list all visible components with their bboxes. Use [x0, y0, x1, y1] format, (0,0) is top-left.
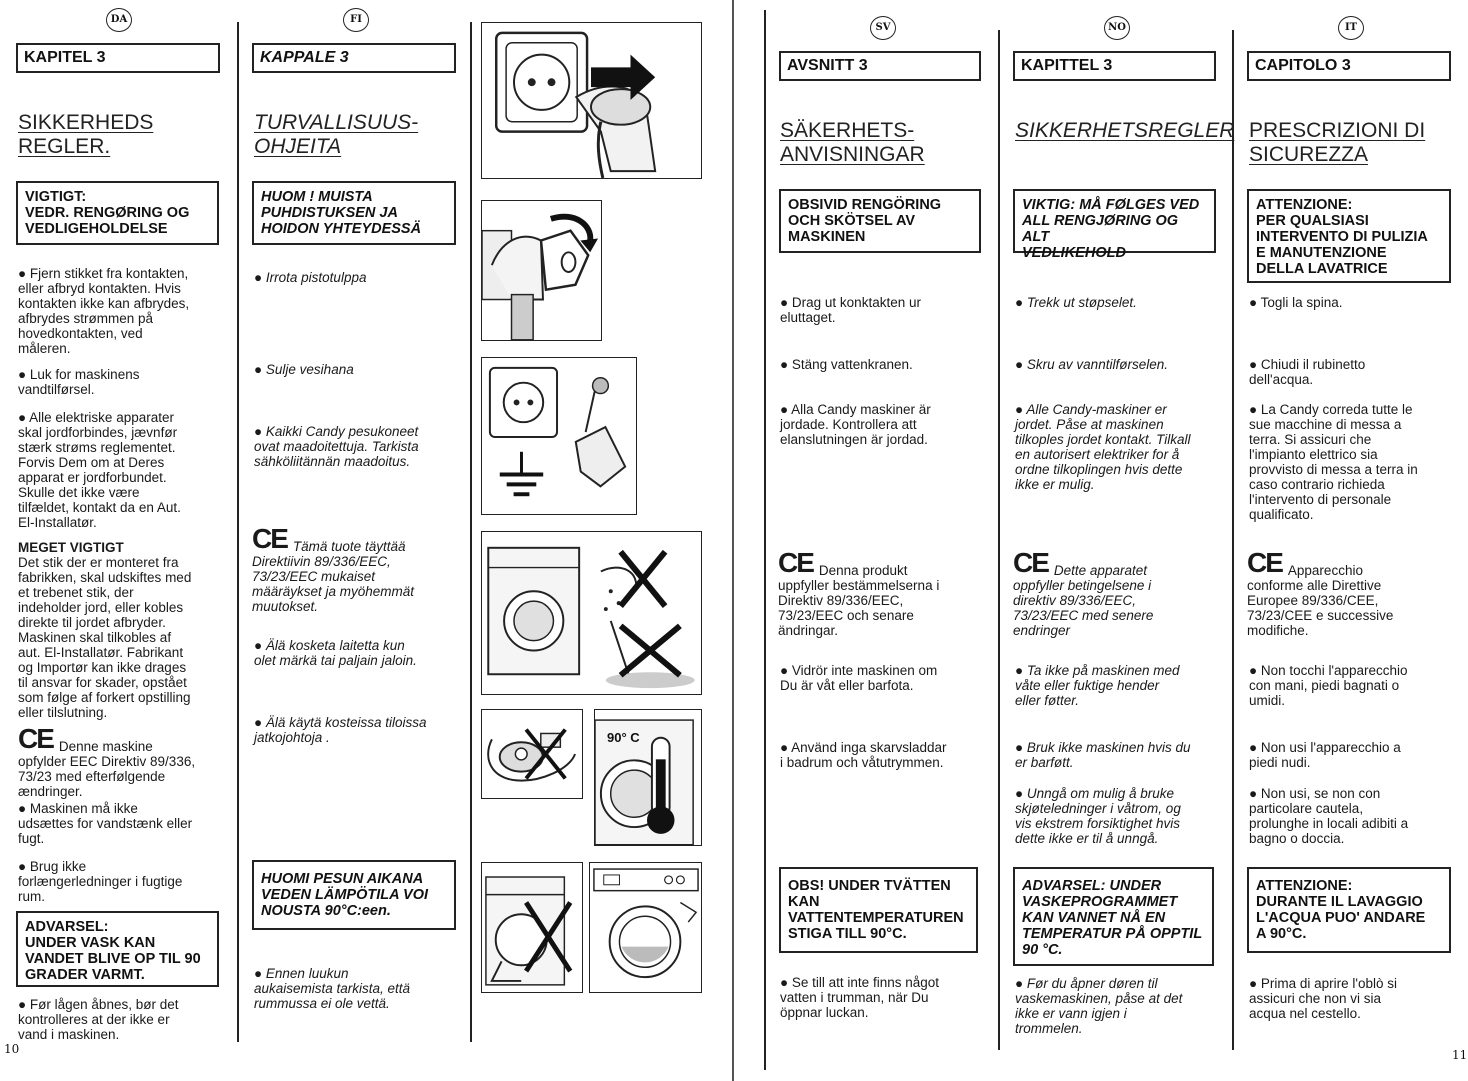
paragraph: ● Ta ikke på maskinen med våte eller fuktige hender eller føtter. — [1015, 663, 1180, 708]
hot-water-thermometer-icon — [594, 709, 702, 846]
chapter-heading: KAPITTEL 3 — [1013, 51, 1216, 81]
paragraph: ● Irrota pistotulppa — [254, 270, 367, 285]
no-extension-cord-icon — [481, 709, 583, 799]
temperature-label: 90° C — [607, 730, 640, 745]
unplug-icon — [481, 22, 702, 179]
page-number-left: 10 — [4, 1042, 20, 1056]
warning-box: ADVARSEL: UNDER VASKEPROGRAMMET KAN VANNET NÅ EN TEMPERATUR PÅ OPPTIL 90 °C. — [1013, 867, 1214, 966]
column-divider — [1232, 30, 1234, 1050]
water-tap-icon — [481, 200, 602, 341]
paragraph: ● Non usi l'apparecchio a piedi nudi. — [1249, 740, 1401, 770]
language-badge-fi: FI — [343, 8, 369, 32]
paragraph: ● Fjern stikket fra kontakten, eller afbryd kontakten. Hvis kontakten ikke kan afbrydes, afbrydes strømmen på hovedkontakten, ved måleren. — [18, 266, 190, 356]
paragraph: ● Non usi, se non con particolare cautela, prolunghe in locali adibiti a bagno o doccia. — [1249, 786, 1409, 846]
ce-text: Denne maskine opfylder EEC Direktiv 89/336, 73/23 med efterfølgende ændringer. — [18, 739, 196, 799]
paragraph: ● Kaikki Candy pesukoneet ovat maadoitettuja. Tarkista sähköliitännän maadoitus. — [254, 424, 419, 469]
paragraph: ● Alle Candy-maskiner er jordet. Påse at maskinen tilkoples jordet kontakt. Tilkall en autorisert elektriker for å ordne tilkoplingen hvis dette ikke er mulig. — [1015, 402, 1191, 492]
water-in-drum-icon — [589, 862, 702, 993]
ce-mark: CE — [1013, 547, 1048, 578]
column-divider — [237, 22, 239, 1042]
warning-box: OBS! UNDER TVÄTTEN KAN VATTENTEMPERATUREN STIGA TILL 90°C. — [779, 867, 978, 953]
ce-mark: CE — [252, 523, 287, 554]
ce-statement — [778, 540, 940, 638]
paragraph: ● Trekk ut støpselet. — [1015, 295, 1137, 310]
warning-box: ATTENZIONE: DURANTE IL LAVAGGIO L'ACQUA PUO' ANDARE A 90°C. — [1247, 867, 1451, 953]
paragraph: Det stik der er monteret fra fabrikken, skal udskiftes med et trebenet stik, der indeholder jord, eller kobles direkte til jordet afbryder. Maskinen skal tilkobles af aut. El-Installatør. Fabrikant og Importør kan ikke drages til ansvar for skader, opstået som følge af forkert opstilling eller tilslutning. — [18, 555, 192, 720]
paragraph: ● Chiudi il rubinetto dell'acqua. — [1249, 357, 1366, 387]
no-wet-hands-barefoot-icon — [481, 531, 702, 695]
ce-statement — [1013, 540, 1154, 638]
section-title: SIKKERHETSREGLER — [1015, 119, 1235, 142]
paragraph: ● Non tocchi l'apparecchio con mani, piedi bagnati o umidi. — [1249, 663, 1408, 708]
language-badge-sv: SV — [870, 16, 896, 40]
section-title: SÄKERHETS- ANVISNINGAR — [780, 119, 925, 166]
language-badge-it: IT — [1338, 16, 1364, 40]
notice-box: VIKTIG: MÅ FØLGES VED ALL RENGJØRING OG ALT VEDLIKEHOLD — [1013, 189, 1216, 253]
notice-box: OBSIVID RENGÖRING OCH SKÖTSEL AV MASKINEN — [779, 189, 981, 253]
language-badge-da: DA — [106, 8, 132, 32]
warning-heading: MEGET VIGTIGT — [18, 540, 124, 555]
paragraph: ● Skru av vanntilførselen. — [1015, 357, 1168, 372]
ce-mark: CE — [18, 723, 53, 754]
paragraph: ● Sulje vesihana — [254, 362, 354, 377]
paragraph: ● Brug ikke forlængerledninger i fugtige rum. — [18, 859, 183, 904]
language-badge-no: NO — [1104, 16, 1130, 40]
paragraph: ● Stäng vattenkranen. — [780, 357, 913, 372]
column-divider — [470, 22, 472, 1042]
ce-statement — [252, 516, 415, 614]
section-title: SIKKERHEDS REGLER. — [18, 111, 154, 158]
paragraph: ● Luk for maskinens vandtilførsel. — [18, 367, 140, 397]
paragraph: ● Togli la spina. — [1249, 295, 1343, 310]
notice-box: VIGTIGT: VEDR. RENGØRING OG VEDLIGEHOLDELSE — [16, 181, 219, 245]
chapter-heading: AVSNITT 3 — [779, 51, 981, 81]
no-open-door-icon — [481, 862, 583, 993]
page-number-right: 11 — [1452, 1048, 1468, 1062]
notice-box: HUOM ! MUISTA PUHDISTUKSEN JA HOIDON YHTEYDESSÄ — [252, 181, 456, 245]
ground-symbol-icon — [481, 357, 637, 515]
warning-box: HUOMI PESUN AIKANA VEDEN LÄMPÖTILA VOI NOUSTA 90°C:een. — [252, 860, 456, 930]
paragraph: ● Ennen luukun aukaisemista tarkista, että rummussa ei ole vettä. — [254, 966, 411, 1011]
section-title: TURVALLISUUS- OHJEITA — [254, 111, 419, 158]
ce-text: Apparecchio conforme alle Direttive Europee 89/336/CEE, 73/23/CEE e successive modifiche. — [1247, 563, 1394, 638]
paragraph: ● Älä kosketa laitetta kun olet märkä tai paljain jaloin. — [254, 638, 417, 668]
ce-mark: CE — [1247, 547, 1282, 578]
paragraph: ● Maskinen må ikke udsættes for vandstænk eller fugt. — [18, 801, 193, 846]
paragraph: ● La Candy correda tutte le sue macchine di messa a terra. Si assicuri che l'impianto elettrico sia provvisto di messa a terra in caso contrario richieda l'intervento di personale qualificato. — [1249, 402, 1418, 522]
paragraph: ● Se till att inte finns något vatten i trumman, när Du öppnar luckan. — [780, 975, 939, 1020]
paragraph: ● Før du åpner døren til vaskemaskinen, påse at det ikke er vann igjen i trommelen. — [1015, 976, 1183, 1036]
ce-statement — [18, 716, 196, 799]
ce-text: Tämä tuote täyttää Direktiivin 89/336/EEC, 73/23/EEC mukaiset määräykset ja myöhemmät muutokset. — [252, 539, 415, 614]
paragraph: ● Unngå om mulig å bruke skjøteledninger i våtrom, og vis ekstrem forsiktighet hvis dette ikke er til å unngå. — [1015, 786, 1181, 846]
notice-box: ATTENZIONE: PER QUALSIASI INTERVENTO DI PULIZIA E MANUTENZIONE DELLA LAVATRICE — [1247, 189, 1451, 283]
paragraph: ● Prima di aprire l'oblò si assicuri che non vi sia acqua nel cestello. — [1249, 976, 1398, 1021]
paragraph: ● Vidrör inte maskinen om Du är våt eller barfota. — [780, 663, 938, 693]
chapter-heading: CAPITOLO 3 — [1247, 51, 1451, 81]
paragraph: ● Bruk ikke maskinen hvis du er barføtt. — [1015, 740, 1191, 770]
paragraph: ● Älä käytä kosteissa tiloissa jatkojohtoja . — [254, 715, 427, 745]
ce-text: Denna produkt uppfyller bestämmelserna i Direktiv 89/336/EEC, 73/23/EEC och senare ändringar. — [778, 563, 940, 638]
page-fold — [732, 0, 734, 1081]
warning-box: ADVARSEL: UNDER VASK KAN VANDET BLIVE OP TIL 90 GRADER VARMT. — [16, 911, 219, 987]
paragraph: ● Før lågen åbnes, bør det kontrolleres at der ikke er vand i maskinen. — [18, 997, 179, 1042]
chapter-heading: KAPPALE 3 — [252, 43, 456, 73]
ce-text: Dette apparatet oppfyller betingelsene i direktiv 89/336/EEC, 73/23/EEC med senere endringer — [1013, 563, 1154, 638]
column-divider — [998, 30, 1000, 1050]
ce-mark: CE — [778, 547, 813, 578]
column-divider — [764, 10, 766, 1070]
paragraph: ● Alla Candy maskiner är jordade. Kontrollera att elanslutningen är jordad. — [780, 402, 931, 447]
paragraph: ● Använd inga skarvsladdar i badrum och våtutrymmen. — [780, 740, 947, 770]
section-title: PRESCRIZIONI DI SICUREZZA — [1249, 119, 1426, 166]
ce-statement — [1247, 540, 1394, 638]
chapter-heading: KAPITEL 3 — [16, 43, 220, 73]
paragraph: ● Alle elektriske apparater skal jordforbindes, jævnfør stærk strøms reglementet. Forvis Dem om at Deres apparat er jordforbundet. Skulle det ikke være tilfældet, kontakt da en Aut. El-Installatør. — [18, 410, 181, 530]
paragraph: ● Drag ut konktakten ur eluttaget. — [780, 295, 921, 325]
